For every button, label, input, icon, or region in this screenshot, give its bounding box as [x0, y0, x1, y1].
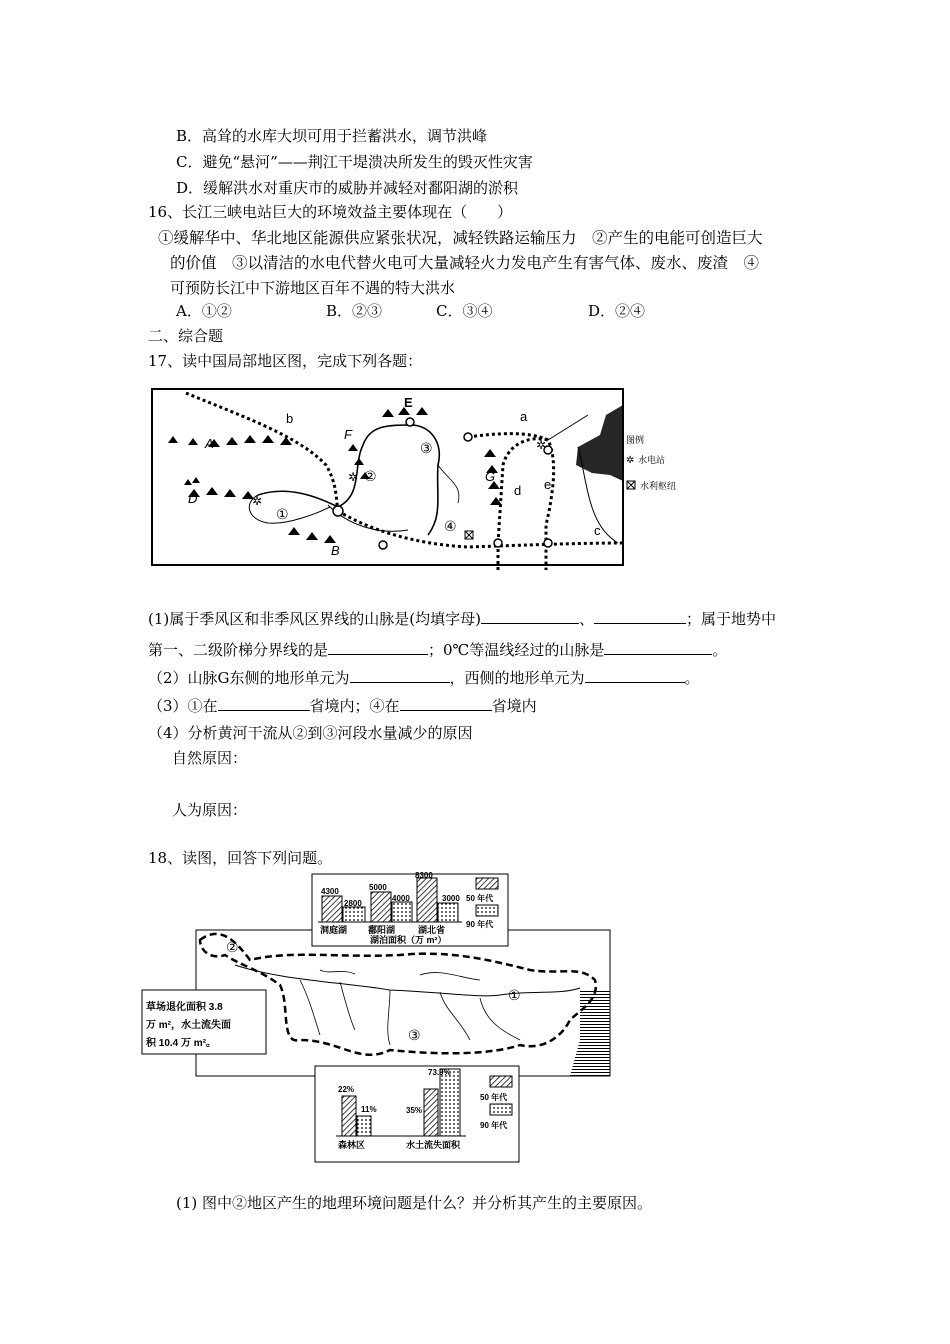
q17-part1-text: ；0℃等温线经过的山脉是	[428, 641, 605, 659]
q18-figure	[140, 870, 630, 1165]
map-label-B: B	[331, 543, 340, 558]
q16-option-c: C．③④	[436, 302, 493, 320]
top-bar-poyang-50s	[371, 892, 391, 922]
map-circle-3: ③	[408, 1027, 421, 1043]
legend-90s-swatch	[490, 1104, 512, 1115]
q18-sub1: (1) 图中②地区产生的地理环境问题是什么？并分析其产生的主要原因。	[176, 1194, 653, 1212]
legend-title: 图例	[626, 435, 645, 445]
legend-90s-label: 90 年代	[480, 1121, 508, 1130]
map-label-a: a	[520, 409, 528, 424]
map-circle-2: ②	[364, 468, 377, 484]
bottom-bar-forest-90s	[357, 1116, 371, 1136]
answer-blank[interactable]	[328, 638, 428, 655]
q15-option-b: B．高耸的水库大坝可用于拦蓄洪水，调节洪峰	[176, 127, 488, 145]
q17-part1-text: ；属于地势中	[685, 610, 776, 628]
map-circle-3: ③	[420, 440, 433, 456]
q17-natural-label: 自然原因：	[172, 749, 248, 767]
legend-50s-swatch	[490, 1076, 512, 1087]
top-value-label: 8300	[415, 871, 433, 880]
answer-blank[interactable]	[585, 666, 685, 683]
top-category-label: 鄱阳湖	[368, 925, 396, 935]
map-circle-1: ①	[508, 987, 521, 1003]
bottom-bar-erosion-50s	[424, 1089, 438, 1136]
top-bar-dongting-90s	[343, 907, 365, 922]
section-heading: 二、综合题	[148, 327, 224, 345]
q17-part1-text: 第一、二级阶梯分界线的是	[148, 641, 329, 659]
q17-part3-text: 省境内；④在	[309, 697, 400, 715]
top-chart-caption: 湖泊面积（万 m²）	[370, 935, 447, 945]
q16-option-d: D．②④	[588, 302, 646, 320]
q15-option-c: C．避免“悬河”——荆江干堤溃决所发生的毁灭性灾害	[176, 153, 533, 171]
q17-part1-line1	[148, 607, 776, 629]
bottom-category-label: 水土流失面积	[406, 1140, 461, 1150]
q15-option-d: D．缓解洪水对重庆市的威胁并减轻对鄱阳湖的淤积	[176, 179, 519, 197]
hydro-station-icon: ✲	[252, 494, 263, 508]
bottom-category-label: 森林区	[338, 1140, 366, 1150]
bottom-bar-forest-50s	[342, 1096, 356, 1136]
q17-part2	[148, 666, 700, 688]
hydro-station-icon: ✲	[348, 470, 359, 484]
q17-part3	[148, 694, 537, 716]
bottom-value-label: 11%	[361, 1105, 377, 1114]
legend-50s-swatch	[476, 878, 498, 889]
q18-stem: 18、读图，回答下列问题。	[148, 849, 333, 867]
map-circle-4: ④	[444, 518, 457, 534]
q16-option-a: A．①②	[176, 302, 232, 320]
answer-blank[interactable]	[400, 694, 492, 711]
top-value-label: 4300	[321, 887, 339, 896]
q17-part2-text: （2）山脉G东侧的地形单元为	[148, 669, 350, 687]
legend-50s-label: 50 年代	[466, 894, 494, 903]
top-value-label: 4000	[392, 894, 410, 903]
answer-blank[interactable]	[481, 607, 579, 624]
answer-blank[interactable]	[350, 666, 450, 683]
legend-90s-swatch	[476, 905, 498, 916]
answer-blank[interactable]	[604, 638, 712, 655]
top-category-label: 洞庭湖	[320, 925, 348, 935]
q17-part1-text: 。	[712, 641, 728, 659]
answer-blank[interactable]	[594, 607, 686, 624]
q17-part3-text: 省境内	[491, 697, 537, 715]
q17-stem: 17、读中国局部地区图，完成下列各题：	[148, 352, 423, 370]
legend-90s-label: 90 年代	[466, 920, 494, 929]
q17-part2-text: 。	[684, 669, 700, 687]
map-label-b: b	[286, 411, 294, 426]
q17-part1-sep: 、	[578, 610, 594, 628]
answer-blank[interactable]	[218, 694, 310, 711]
bottom-value-label: 35%	[406, 1106, 423, 1115]
side-note-line1: 草场退化面积 3.8	[146, 1002, 223, 1013]
q16-body-line2: 的价值 ③以清洁的水电代替火电可大量减轻火力发电产生有害气体、废水、废渣 ④	[170, 254, 760, 272]
bottom-bar-erosion-90s	[440, 1069, 460, 1136]
q17-part2-text: ，西侧的地形单元为	[449, 669, 585, 687]
map-label-c: c	[594, 523, 601, 538]
side-note-line2: 万 m²，水土流失面	[146, 1020, 231, 1031]
top-bar-hubei-90s	[438, 903, 458, 922]
map-label-d: d	[514, 483, 522, 498]
top-category-label: 湖北省	[418, 925, 446, 935]
q16-stem: 16、长江三峡电站巨大的环境效益主要体现在（ ）	[148, 203, 513, 221]
top-bar-poyang-90s	[392, 902, 412, 922]
map-label-A: A	[205, 436, 214, 451]
top-value-label: 2800	[344, 899, 362, 908]
legend-hydro-label: 水电站	[638, 455, 666, 465]
map-label-E: E	[404, 395, 413, 410]
q17-human-label: 人为原因：	[172, 801, 248, 819]
map-circle-2: ②	[226, 939, 239, 955]
q17-part3-text: （3）①在	[148, 697, 218, 715]
map-circle-1: ①	[276, 506, 289, 522]
bottom-value-label: 73.9%	[428, 1068, 451, 1077]
q16-body-line3: 可预防长江中下游地区百年不遇的特大洪水	[170, 279, 456, 297]
legend-dam-label: 水利枢纽	[640, 481, 677, 491]
q17-part1-line2	[148, 638, 727, 660]
top-bar-hubei-50s	[417, 878, 437, 922]
top-value-label: 5000	[369, 883, 387, 892]
legend-hydro-icon: ✲	[626, 455, 635, 466]
q17-map	[148, 385, 678, 571]
map-label-F: F	[344, 427, 352, 442]
q17-part1-text: (1)属于季风区和非季风区界线的山脉是(均填字母)	[148, 610, 481, 628]
map-label-D: D	[188, 491, 198, 506]
q16-option-b: B．②③	[326, 302, 383, 320]
hydro-station-icon: ✲	[536, 438, 547, 452]
q16-body-line1: ①缓解华中、华北地区能源供应紧张状况，减轻铁路运输压力 ②产生的电能可创造巨大	[158, 229, 763, 247]
bottom-value-label: 22%	[338, 1085, 355, 1094]
map-label-G: G	[485, 469, 496, 484]
legend-50s-label: 50 年代	[480, 1093, 508, 1102]
top-value-label: 3000	[442, 894, 460, 903]
side-note-line3: 积 10.4 万 m²。	[146, 1038, 217, 1049]
q17-part4: （4）分析黄河干流从②到③河段水量减少的原因	[148, 724, 473, 742]
map-label-e: e	[544, 477, 552, 492]
top-bar-dongting-50s	[322, 896, 342, 922]
